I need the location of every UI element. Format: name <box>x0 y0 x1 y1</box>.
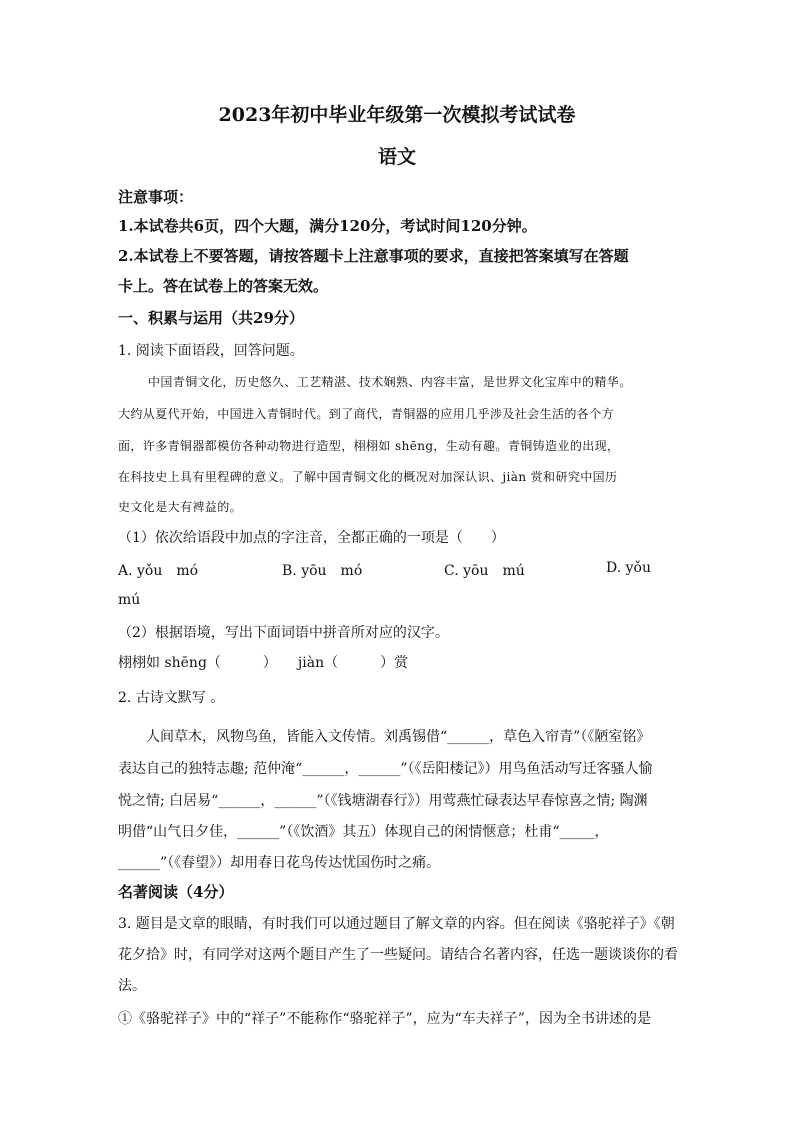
passage-line: 在科技史上具有里程碑的意义。了解中国青铜文化的概况对加深认识、jiàn 赏和研究中国历 <box>118 470 618 484</box>
question-1-prompt: 1. 阅读下面语段，回答问题。 <box>118 343 304 359</box>
option-d: D. yǒu <box>606 560 651 576</box>
option-a: A. yǒu mó <box>118 563 199 579</box>
passage-line: 史文化是大有裨益的。 <box>118 500 243 514</box>
question-2-line: 人间草木，风物鸟鱼，皆能入文传情。刘禹锡借“______，草色入帘青”（《陋室铭》 <box>146 729 651 745</box>
question-3-line: 花夕拾》时，有同学对这两个题目产生了一些疑问。请结合名著内容，任选一题谈谈你的看 <box>118 947 678 963</box>
question-3-line: 法。 <box>118 978 146 994</box>
passage-line: 中国青铜文化，历史悠久、工艺精湛、技术娴熟、内容丰富，是世界文化宝库中的精华。 <box>148 375 632 389</box>
option-d-wrap: mú <box>118 592 141 608</box>
option-c: C. yōu mú <box>444 563 525 579</box>
question-2-line: 悦之情; 白居易“______，______”（《钱塘湖春行》）用莺燕忙碌表达早春惊喜之情; 陶渊 <box>118 793 648 809</box>
question-2-line: 表达自己的独特志趣; 范仲淹“______，______”（《岳阳楼记》）用鸟鱼活动写迁客骚人愉 <box>118 761 653 777</box>
notice-item-1: 1.本试卷共6页，四个大题，满分120分，考试时间120分钟。 <box>118 217 537 235</box>
section-1-heading: 一、积累与运用（共29分） <box>118 309 304 327</box>
notice-heading: 注意事项： <box>118 188 194 206</box>
exam-title: 2023年初中毕业年级第一次模拟考试试卷 <box>218 104 576 126</box>
question-1-sub-2: （2）根据语境，写出下面词语中拼音所对应的汉字。 <box>118 625 449 641</box>
question-1-sub-2-answer: 栩栩如 shēng（ ） jiàn（ ）赏 <box>118 655 409 671</box>
passage-line: 面，许多青铜器都模仿各种动物进行造型，栩栩如 shēng，生动有趣。青铜铸造业的出现， <box>118 439 620 453</box>
notice-item-2-line-2: 卡上。答在试卷上的答案无效。 <box>118 277 329 295</box>
question-2-line: 明借“山气日夕佳，______”（《饮酒》其五）体现自己的闲情惬意；杜甫“_____， <box>118 824 609 840</box>
passage-line: 大约从夏代开始，中国进入青铜时代。到了商代，青铜器的应用几乎涉及社会生活的各个方 <box>118 407 615 421</box>
notice-item-2-line-1: 2.本试卷上不要答题，请按答题卡上注意事项的要求，直接把答案填写在答题 <box>118 247 629 265</box>
question-2-prompt: 2. 古诗文默写 。 <box>118 690 225 706</box>
option-b: B. yōu mó <box>282 563 363 579</box>
question-1-sub-1: （1）依次给语段中加点的字注音，全都正确的一项是（ ） <box>118 530 505 546</box>
question-3-line: 3. 题目是文章的眼睛，有时我们可以通过题目了解文章的内容。但在阅读《骆驼祥子》《朝 <box>118 916 675 932</box>
question-2-line: ______”（《春望》）却用春日花鸟传达忧国伤时之痛。 <box>118 855 441 871</box>
question-3-line: ①《骆驼祥子》中的“祥子”不能称作“骆驼祥子”，应为“车夫祥子”，因为全书讲述的是 <box>118 1011 651 1027</box>
mingzhu-heading: 名著阅读（4分） <box>118 883 234 901</box>
subject-title: 语文 <box>377 146 416 168</box>
